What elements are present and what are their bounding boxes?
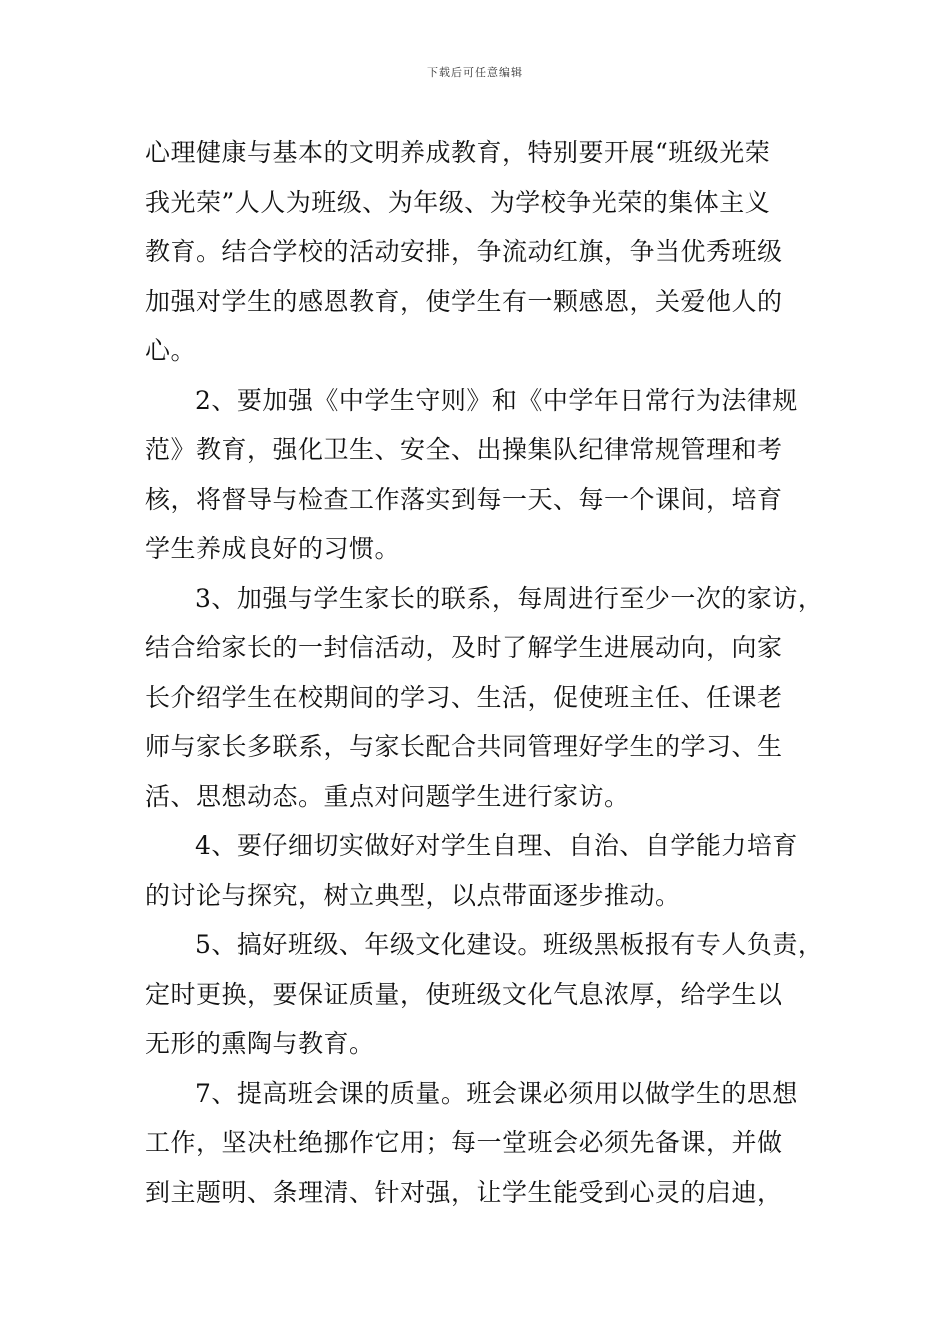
text-line: 心。 (145, 336, 197, 365)
text-line: 我光荣”人人为班级、为年级、为学校争光荣的集体主义 (145, 187, 771, 217)
text-line: 定时更换，要保证质量，使班级文化气息浓厚，给学生以 (145, 979, 783, 1009)
text-line: 3、加强与学生家长的联系，每周进行至少一次的家访， (195, 583, 824, 613)
text-line: 5、搞好班级、年级文化建设。班级黑板报有专人负责， (195, 930, 824, 959)
document-body (145, 128, 824, 1217)
text-line: 长介绍学生在校期间的学习、生活，促使班主任、任课老 (145, 682, 783, 712)
text-line: 4、要仔细切实做好对学生自理、自治、自学能力培育 (195, 831, 798, 860)
text-line: 到主题明、条理清、针对强，让学生能受到心灵的启迪， (145, 1177, 783, 1207)
text-line: 学生养成良好的习惯。 (145, 534, 401, 563)
text-line: 加强对学生的感恩教育，使学生有一颗感恩，关爱他人的 (145, 286, 783, 316)
page-header: 下载后可任意编辑 (427, 66, 523, 79)
text-line: 2、要加强《中学生守则》和《中学年日常行为法律规 (195, 385, 798, 415)
text-line: 结合给家长的一封信活动，及时了解学生进展动向，向家 (145, 633, 783, 662)
text-line: 教育。结合学校的活动安排，争流动红旗，争当优秀班级 (145, 237, 783, 266)
text-line: 核，将督导与检查工作落实到每一天、每一个课间，培育 (145, 484, 783, 514)
text-line: 活、思想动态。重点对问题学生进行家访。 (145, 781, 630, 811)
text-line: 范》教育，强化卫生、安全、出操集队纪律常规管理和考 (145, 435, 783, 464)
text-line: 无形的熏陶与教育。 (145, 1029, 375, 1058)
text-line: 的讨论与探究，树立典型，以点带面逐步推动。 (145, 880, 681, 910)
text-line: 师与家长多联系，与家长配合共同管理好学生的学习、生 (145, 732, 783, 761)
text-line: 工作，坚决杜绝挪作它用；每一堂班会必须先备课，并做 (145, 1128, 783, 1157)
text-line: 7、提高班会课的质量。班会课必须用以做学生的思想 (195, 1078, 798, 1108)
text-line: 心理健康与基本的文明养成教育，特别要开展“班级光荣 (145, 138, 771, 167)
